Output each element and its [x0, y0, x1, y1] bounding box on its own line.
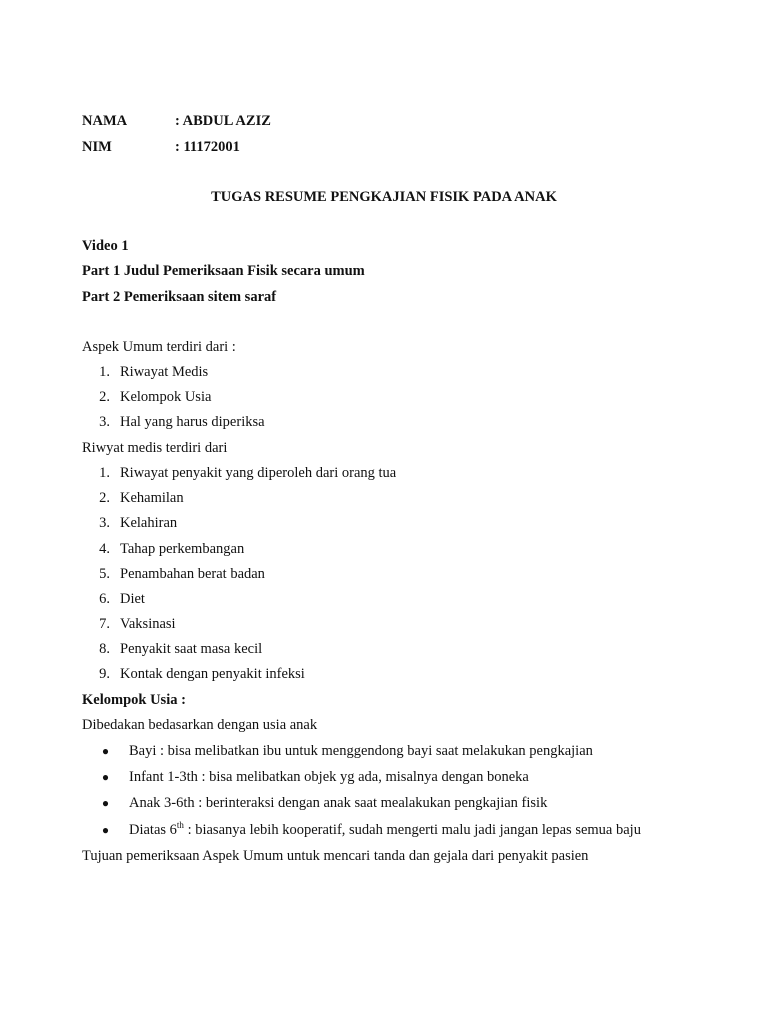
nim-label: NIM	[82, 139, 112, 155]
bullet-icon: ●	[101, 796, 110, 810]
list-text: Vaksinasi	[120, 616, 176, 632]
nama-row	[82, 112, 271, 130]
list-number: 2.	[99, 389, 110, 405]
kelompok-intro: Dibedakan bedasarkan dengan usia anak	[82, 717, 318, 733]
list-number: 3.	[99, 515, 110, 531]
list-text: Kehamilan	[120, 490, 184, 506]
list-item	[82, 665, 305, 683]
bullet-text: Anak 3-6th : berinteraksi dengan anak saat mealakukan pengkajian fisik	[129, 795, 548, 811]
list-number: 6.	[99, 591, 110, 607]
list-item	[82, 464, 396, 482]
list-item	[82, 540, 244, 558]
list-number: 1.	[99, 364, 110, 380]
list-item	[82, 590, 145, 608]
list-number: 2.	[99, 490, 110, 506]
list-item	[82, 388, 211, 406]
bullet-icon: ●	[101, 770, 110, 784]
bullet-text-post: : biasanya lebih kooperatif, sudah mengerti malu jadi jangan lepas semua baju	[183, 822, 641, 838]
list-text: Riwayat Medis	[120, 364, 209, 380]
nim-row	[82, 138, 240, 156]
list-text: Penyakit saat masa kecil	[120, 641, 263, 657]
list-number: 8.	[99, 641, 110, 657]
riwayat-intro: Riwyat medis terdiri dari	[82, 440, 228, 456]
list-item	[82, 514, 177, 532]
list-number: 9.	[99, 666, 110, 682]
list-number: 5.	[99, 566, 110, 582]
bullet-item	[82, 794, 547, 812]
list-text: Kelompok Usia	[120, 389, 212, 405]
document-title: TUGAS RESUME PENGKAJIAN FISIK PADA ANAK	[211, 189, 557, 205]
list-text: Diet	[120, 591, 145, 607]
bullet-icon: ●	[101, 823, 110, 837]
nama-label: NAMA	[82, 113, 128, 129]
list-number: 1.	[99, 465, 110, 481]
list-text: Kontak dengan penyakit infeksi	[120, 666, 305, 682]
list-number: 7.	[99, 616, 110, 632]
list-item	[82, 565, 265, 583]
list-number: 3.	[99, 414, 110, 430]
bullet-item	[82, 768, 529, 786]
bullet-text-superscript: th	[176, 820, 184, 830]
list-text: Tahap perkembangan	[120, 541, 245, 557]
part-1-heading: Part 1 Judul Pemeriksaan Fisik secara umum	[82, 263, 365, 279]
list-item	[82, 640, 262, 658]
list-item	[82, 363, 208, 381]
video-heading: Video 1	[82, 238, 129, 254]
list-text: Penambahan berat badan	[120, 566, 265, 582]
kelompok-heading: Kelompok Usia :	[82, 692, 186, 708]
tujuan-text: Tujuan pemeriksaan Aspek Umum untuk mencari tanda dan gejala dari penyakit pasien	[82, 848, 589, 864]
bullet-item	[82, 821, 641, 839]
nama-value: : ABDUL AZIZ	[175, 113, 271, 129]
list-text: Hal yang harus diperiksa	[120, 414, 265, 430]
list-text: Riwayat penyakit yang diperoleh dari orang tua	[120, 465, 397, 481]
list-item	[82, 489, 184, 507]
bullet-icon: ●	[101, 744, 110, 758]
part-2-heading: Part 2 Pemeriksaan sitem saraf	[82, 289, 277, 305]
list-number: 4.	[99, 541, 110, 557]
list-item	[82, 413, 265, 431]
bullet-item	[82, 742, 593, 760]
aspek-intro: Aspek Umum terdiri dari :	[82, 339, 236, 355]
bullet-text-pre: Diatas 6	[129, 822, 177, 838]
list-item	[82, 615, 176, 633]
bullet-text: Bayi : bisa melibatkan ibu untuk menggendong bayi saat melakukan pengkajian	[129, 743, 593, 759]
list-text: Kelahiran	[120, 515, 178, 531]
nim-value: : 11172001	[175, 139, 240, 155]
bullet-text: Infant 1-3th : bisa melibatkan objek yg ada, misalnya dengan boneka	[129, 769, 529, 785]
